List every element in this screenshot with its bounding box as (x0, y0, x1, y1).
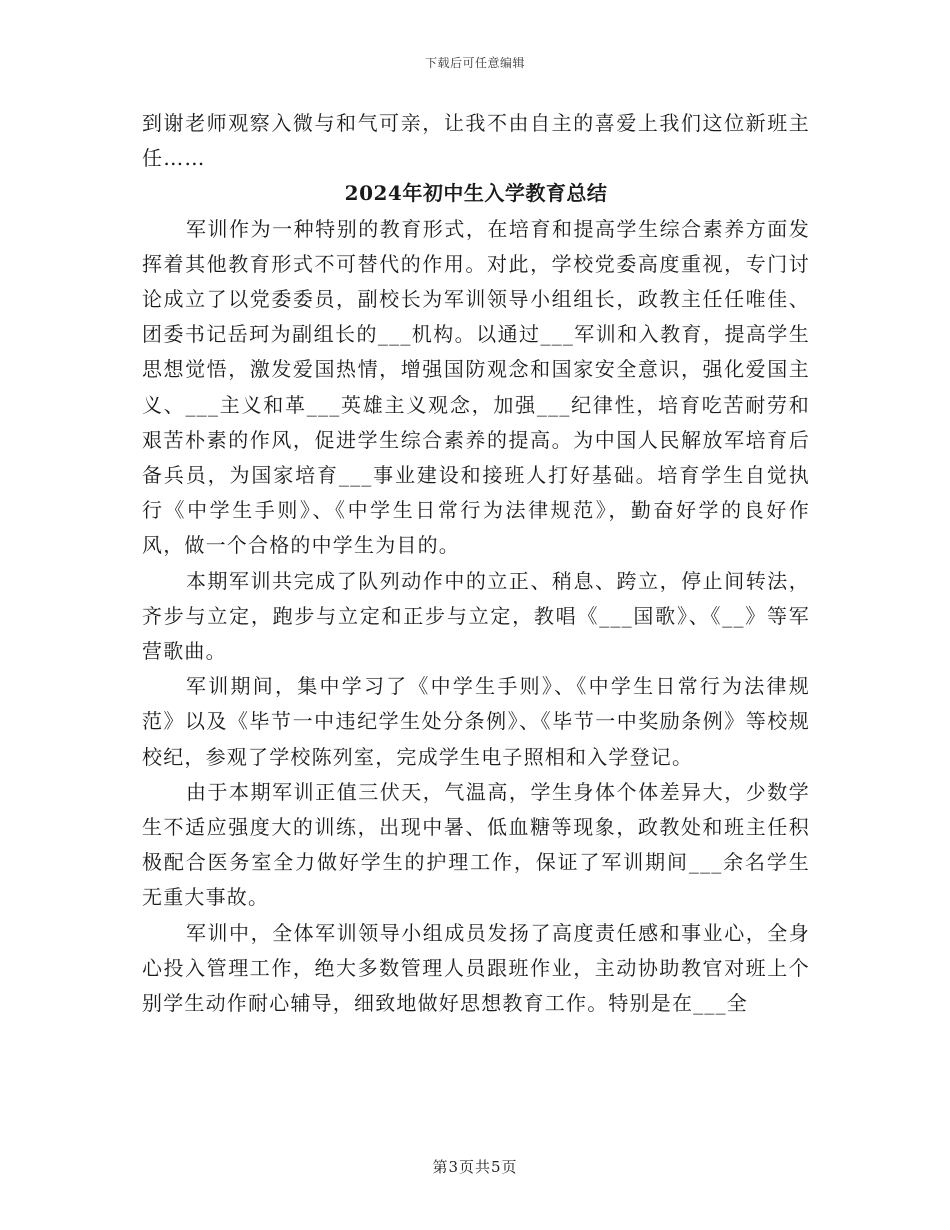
page-number-footer: 第3页共5页 (432, 1158, 518, 1176)
document-title: 2024年初中生入学教育总结 (344, 181, 608, 206)
continuation-paragraph: 到谢老师观察入微与和气可亲，让我不由自主的喜爱上我们这位新班主任…… (142, 111, 810, 171)
paragraph: 由于本期军训正值三伏天，气温高，学生身体个体差异大，少数学生不适应强度大的训练，出现中暑、低血糖等现象，政教处和班主任积极配合医务室全力做好学生的护理工作，保证了军训期间___余名学生无重大事故。 (142, 779, 810, 910)
paragraph: 军训作为一种特别的教育形式，在培育和提高学生综合素养方面发挥着其他教育形式不可替代的作用。对此，学校党委高度重视，专门讨论成立了以党委委员，副校长为军训领导小组组长，政教主任任唯佳、团委书记岳珂为副组长的___机构。以通过___军训和入教育，提高学生思想觉悟，激发爱国热情，增强国防观念和国家安全意识，强化爱国主义、___主义和革___英雄主义观念，加强___纪律性，培育吃苦耐劳和艰苦朴素的作风，促进学生综合素养的提高。为中国人民解放军培育后备兵员，为国家培育___事业建设和接班人打好基础。培育学生自觉执行《中学生手则》、《中学生日常行为法律规范》，勤奋好学的良好作风，做一个合格的中学生为目的。 (142, 216, 810, 558)
header-note: 下载后可任意编辑 (424, 56, 525, 70)
document-body (142, 106, 810, 1021)
paragraph: 军训中，全体军训领导小组成员发扬了高度责任感和事业心，全身心投入管理工作，绝大多数管理人员跟班作业，主动协助教官对班上个别学生动作耐心辅导，细致地做好思想教育工作。特别是在___全 (142, 920, 810, 1016)
paragraph: 本期军训共完成了队列动作中的立正、稍息、跨立，停止间转法，齐步与立定，跑步与立定和正步与立定，教唱《___国歌》、《__》等军营歌曲。 (142, 568, 810, 664)
paragraph: 军训期间，集中学习了《中学生手则》、《中学生日常行为法律规范》以及《毕节一中违纪学生处分条例》、《毕节一中奖励条例》等校规校纪，参观了学校陈列室，完成学生电子照相和入学登记。 (142, 674, 810, 769)
